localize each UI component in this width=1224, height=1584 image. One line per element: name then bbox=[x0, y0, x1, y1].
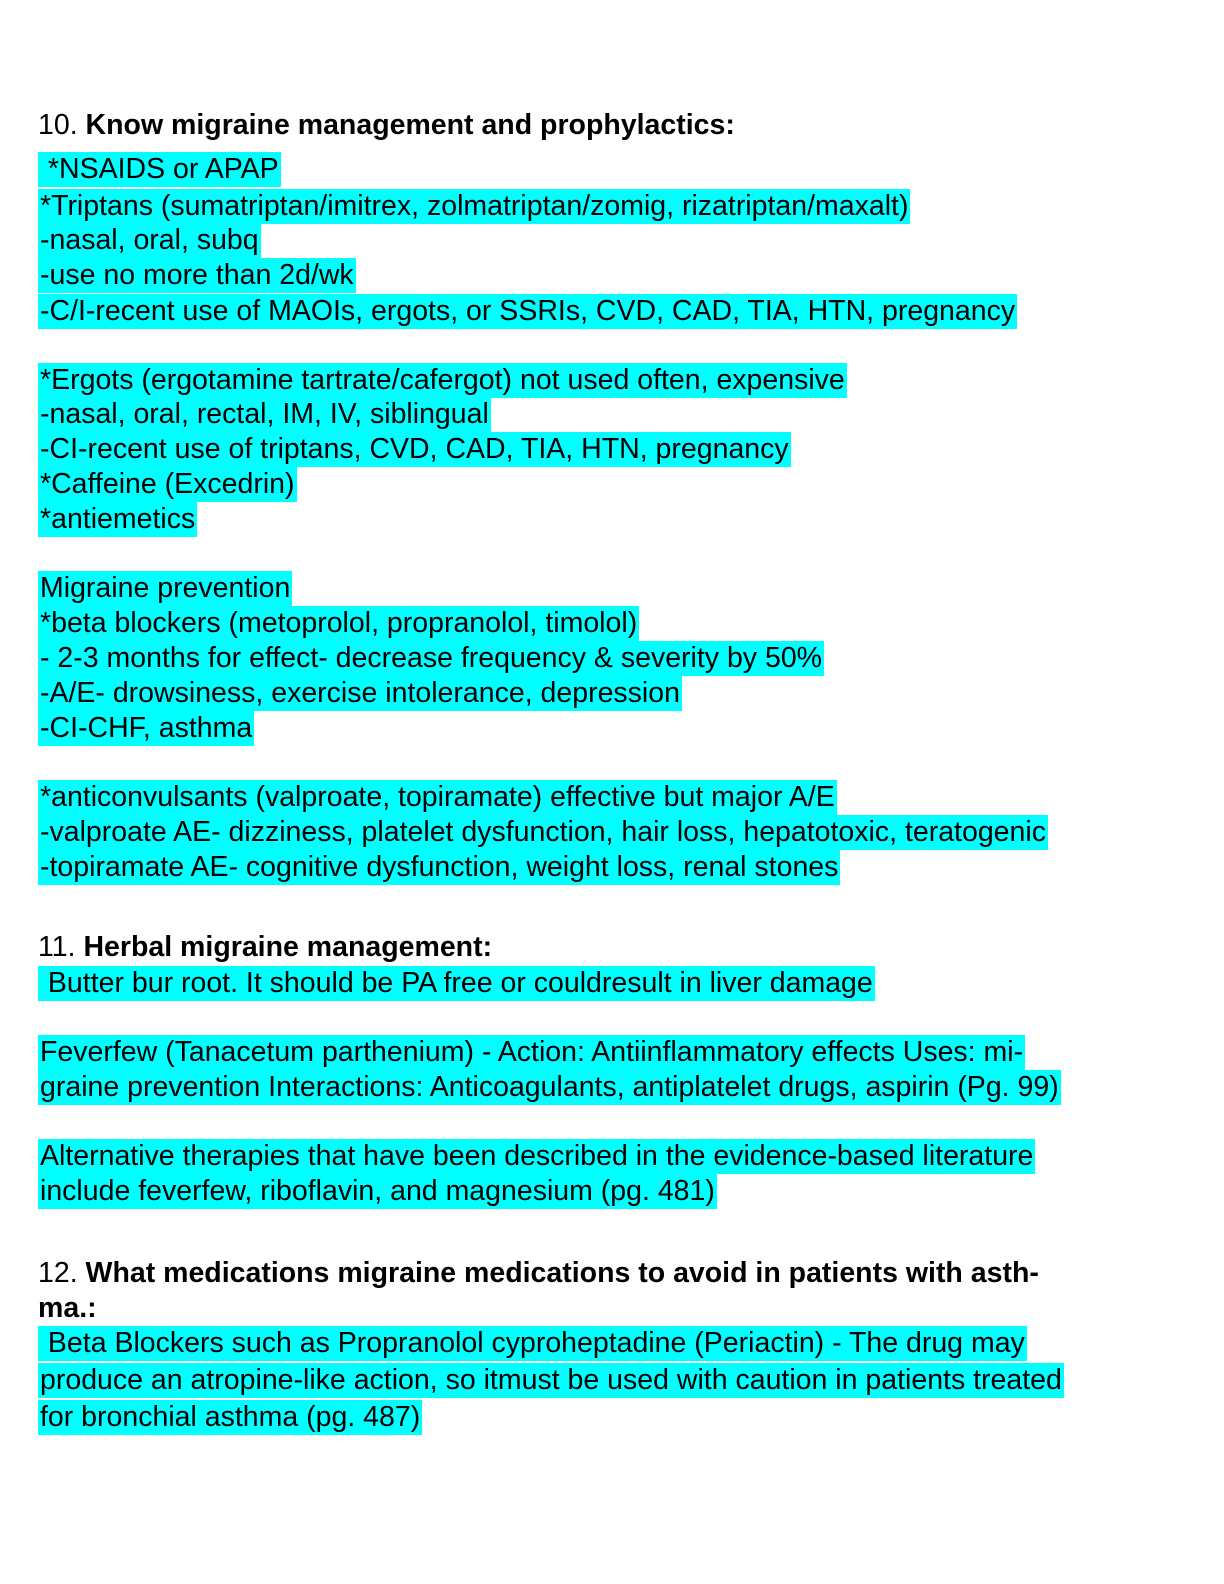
highlighted-text: -C/I-recent use of MAOIs, ergots, or SSRIs, CVD, CAD, TIA, HTN, pregnancy bbox=[40, 295, 1016, 327]
highlighted-text: include feverfew, riboflavin, and magnesium (pg. 481) bbox=[40, 1175, 715, 1207]
section-12-heading-continued bbox=[38, 1291, 97, 1326]
section-12-title-continued: ma.: bbox=[38, 1292, 97, 1324]
section-10-line bbox=[38, 467, 297, 502]
highlighted-text: *Ergots (ergotamine tartrate/cafergot) not used often, expensive bbox=[40, 364, 845, 396]
section-12-line bbox=[38, 1400, 422, 1435]
highlighted-text: Feverfew (Tanacetum parthenium) - Action: Antiinflammatory effects Uses: mi- bbox=[40, 1036, 1024, 1068]
section-10-line bbox=[38, 363, 847, 398]
highlighted-text: -nasal, oral, rectal, IM, IV, siblingual bbox=[40, 398, 489, 430]
highlighted-text: Beta Blockers such as Propranolol cyproheptadine (Periactin) - The drug may bbox=[40, 1327, 1025, 1359]
highlighted-text: -CI-recent use of triptans, CVD, CAD, TIA, HTN, pregnancy bbox=[40, 433, 789, 465]
highlighted-text: *Triptans (sumatriptan/imitrex, zolmatriptan/zomig, rizatriptan/maxalt) bbox=[40, 190, 909, 222]
highlighted-text: -A/E- drowsiness, exercise intolerance, depression bbox=[40, 677, 680, 709]
highlighted-text: Butter bur root. It should be PA free or couldresult in liver damage bbox=[40, 967, 873, 999]
highlighted-text: produce an atropine-like action, so itmust be used with caution in patients treated bbox=[40, 1364, 1062, 1396]
highlighted-text: Migraine prevention bbox=[40, 572, 291, 604]
section-10-title: Know migraine management and prophylactics: bbox=[85, 109, 735, 141]
section-11-line bbox=[38, 966, 875, 1001]
highlighted-text: -valproate AE- dizziness, platelet dysfunction, hair loss, hepatotoxic, teratogenic bbox=[40, 816, 1046, 848]
highlighted-text: *NSAIDS or APAP bbox=[40, 153, 279, 185]
section-11-line bbox=[38, 1139, 1035, 1174]
highlighted-text: *anticonvulsants (valproate, topiramate) effective but major A/E bbox=[40, 781, 835, 813]
section-10-line bbox=[38, 676, 682, 711]
section-10-line bbox=[38, 711, 254, 746]
highlighted-text: *beta blockers (metoprolol, propranolol, timolol) bbox=[40, 607, 638, 639]
section-11-title: Herbal migraine management: bbox=[83, 931, 493, 963]
section-10-line bbox=[38, 815, 1048, 850]
section-10-line bbox=[38, 641, 824, 676]
section-10-line bbox=[38, 189, 910, 224]
highlighted-text: graine prevention Interactions: Anticoagulants, antiplatelet drugs, aspirin (Pg. 99) bbox=[40, 1071, 1059, 1103]
highlighted-text: Alternative therapies that have been described in the evidence-based literature bbox=[40, 1140, 1034, 1172]
section-12-line bbox=[38, 1326, 1027, 1361]
section-10-line bbox=[38, 432, 791, 467]
section-10-line bbox=[38, 397, 491, 432]
section-10-line bbox=[38, 152, 281, 187]
section-11-number: 11. bbox=[38, 931, 76, 963]
highlighted-text: -CI-CHF, asthma bbox=[40, 712, 253, 744]
section-12-number: 12. bbox=[38, 1257, 78, 1289]
highlighted-text: for bronchial asthma (pg. 487) bbox=[40, 1401, 421, 1433]
section-10-line bbox=[38, 258, 356, 293]
section-10-line bbox=[38, 223, 261, 258]
section-10-heading bbox=[38, 108, 735, 143]
highlighted-text: -topiramate AE- cognitive dysfunction, weight loss, renal stones bbox=[40, 851, 839, 883]
section-11-heading bbox=[38, 930, 492, 965]
highlighted-text: -use no more than 2d/wk bbox=[40, 259, 354, 291]
highlighted-text: - 2-3 months for effect- decrease frequency & severity by 50% bbox=[40, 642, 823, 674]
section-10-line bbox=[38, 850, 840, 885]
section-10-line bbox=[38, 502, 197, 537]
section-12-heading bbox=[38, 1256, 1039, 1291]
highlighted-text: *Caffeine (Excedrin) bbox=[40, 468, 295, 500]
section-12-title: What medications migraine medications to avoid in patients with asth- bbox=[85, 1257, 1039, 1289]
section-10-line bbox=[38, 780, 837, 815]
highlighted-text: *antiemetics bbox=[40, 503, 196, 535]
section-11-line bbox=[38, 1070, 1061, 1105]
section-10-line bbox=[38, 294, 1017, 329]
section-10-line bbox=[38, 606, 639, 641]
section-11-line bbox=[38, 1035, 1025, 1070]
section-10-line bbox=[38, 571, 292, 606]
section-12-line bbox=[38, 1363, 1064, 1398]
highlighted-text: -nasal, oral, subq bbox=[40, 224, 259, 256]
section-10-number: 10. bbox=[38, 109, 78, 141]
section-11-line bbox=[38, 1174, 717, 1209]
